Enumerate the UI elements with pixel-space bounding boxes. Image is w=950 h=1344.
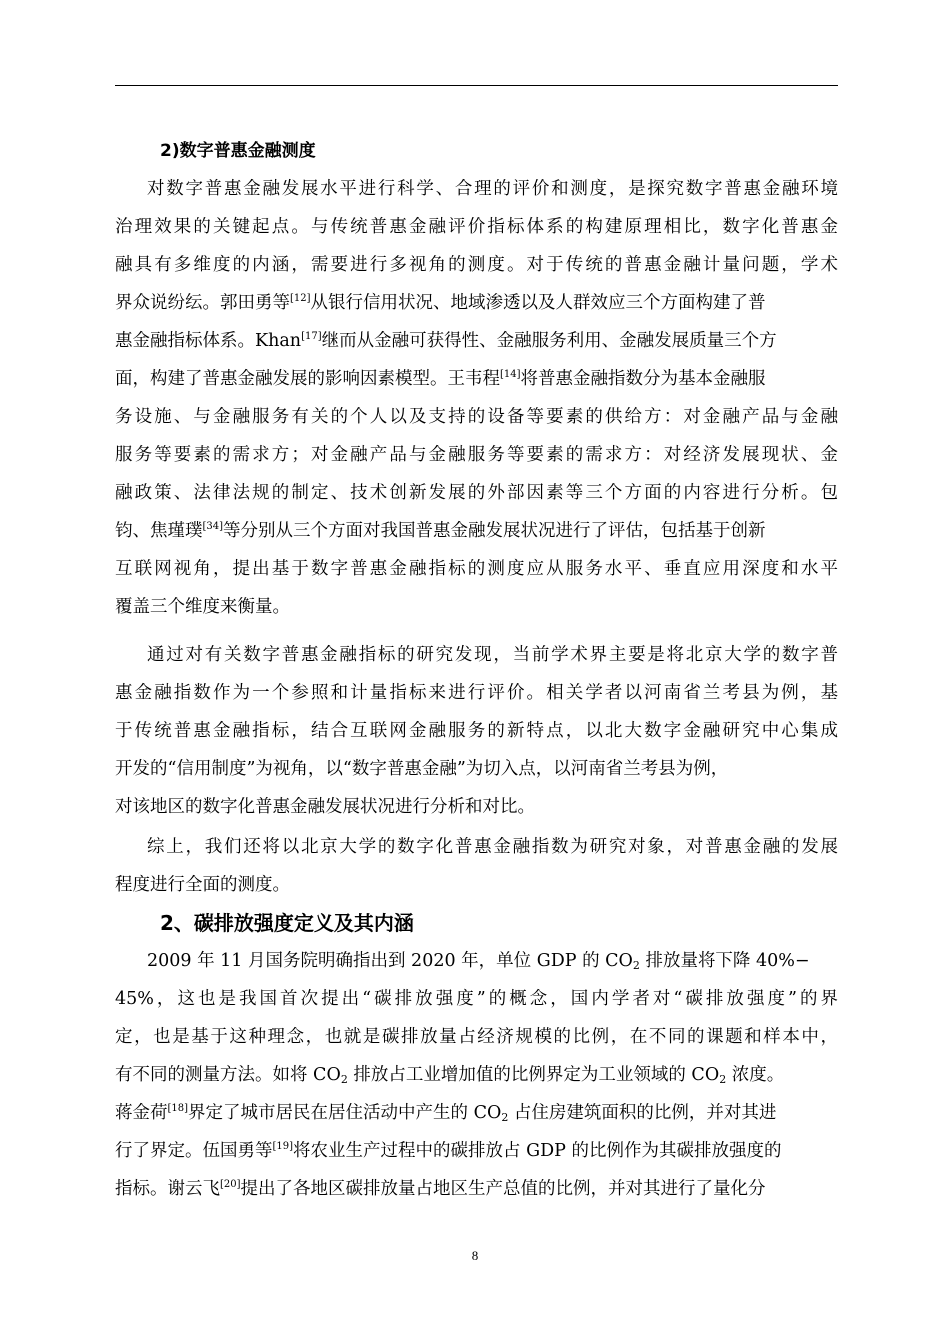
- header-rule: [115, 85, 838, 86]
- para1-line: 钧、焦瑾璞[34]等分别从三个方面对我国普惠金融发展状况进行了评估，包括基于创新: [115, 521, 766, 541]
- para1-line: 面，构建了普惠金融发展的影响因素模型。王韦程[14]将普惠金融指数分为基本金融服: [115, 369, 766, 389]
- para3-line: 程度进行全面的测度。: [115, 875, 290, 895]
- para2-line: 惠金融指数作为一个参照和计量指标来进行评价。相关学者以河南省兰考县为例，基: [115, 683, 838, 703]
- para4-line: 2009 年 11 月国务院明确指出到 2020 年，单位 GDP 的 $CO_2$ 排放量将下降 40%−: [147, 951, 810, 972]
- para4-line: 有不同的测量方法。如将 $CO_2$ 排放占工业增加值的比例界定为工业领域的 $CO_2$ 浓度。: [115, 1065, 785, 1086]
- para4-line: 45%，这也是我国首次提出“碳排放强度”的概念，国内学者对“碳排放强度”的界: [115, 989, 838, 1009]
- para1-line: 惠金融指标体系。Khan[17]继而从金融可获得性、金融服务利用、金融发展质量三个方: [115, 331, 777, 351]
- para1-line: 务设施、与金融服务有关的个人以及支持的设备等要素的供给方：对金融产品与金融: [115, 407, 838, 427]
- para3-line: 综上，我们还将以北京大学的数字化普惠金融指数为研究对象，对普惠金融的发展: [147, 837, 838, 857]
- section-heading: 2)数字普惠金融测度: [160, 141, 316, 161]
- citation: [14]: [500, 369, 521, 380]
- citation: [12]: [290, 293, 311, 304]
- para1-line: 融政策、法律法规的制定、技术创新发展的外部因素等三个方面的内容进行分析。包: [115, 483, 838, 503]
- para1-line: 互联网视角，提出基于数字普惠金融指标的测度应从服务水平、垂直应用深度和水平: [115, 559, 838, 579]
- para1-line: 融具有多维度的内涵，需要进行多视角的测度。对于传统的普惠金融计量问题，学术: [115, 255, 838, 275]
- para4-line: 定，也是基于这种理念，也就是碳排放量占经济规模的比例，在不同的课题和样本中，: [115, 1027, 838, 1047]
- para2-line: 开发的“信用制度”为视角，以“数字普惠金融”为切入点，以河南省兰考县为例，: [115, 759, 729, 779]
- citation: [20]: [220, 1179, 241, 1190]
- subsection-heading: 2、碳排放强度定义及其内涵: [160, 911, 414, 935]
- page-number: 8: [471, 1248, 479, 1263]
- citation: [34]: [202, 521, 224, 532]
- para1-line: 对数字普惠金融发展水平进行科学、合理的评价和测度，是探究数字普惠金融环境: [147, 179, 838, 199]
- para1-line: 覆盖三个维度来衡量。: [115, 597, 290, 617]
- para4-line: 指标。谢云飞[20]提出了各地区碳排放量占地区生产总值的比例，并对其进行了量化分: [115, 1179, 766, 1199]
- para2-line: 于传统普惠金融指标，结合互联网金融服务的新特点，以北大数字金融研究中心集成: [115, 721, 838, 741]
- citation: [19]: [272, 1141, 294, 1152]
- citation: [18]: [167, 1103, 189, 1114]
- para4-line: 蒋金荷[18]界定了城市居民在居住活动中产生的 $CO_2$ 占住房建筑面积的比例，并对其进: [115, 1103, 777, 1124]
- para1-line: 界众说纷纭。郭田勇等[12]从银行信用状况、地域渗透以及人群效应三个方面构建了普: [115, 293, 766, 313]
- para2-line: 对该地区的数字化普惠金融发展状况进行分析和对比。: [115, 797, 535, 817]
- citation: [17]: [301, 331, 322, 342]
- para2-line: 通过对有关数字普惠金融指标的研究发现，当前学术界主要是将北京大学的数字普: [147, 645, 838, 665]
- para4-line: 行了界定。伍国勇等[19]将农业生产过程中的碳排放占 GDP 的比例作为其碳排放强度的: [115, 1141, 782, 1161]
- para1-line: 服务等要素的需求方；对金融产品与金融服务等要素的需求方：对经济发展现状、金: [115, 445, 838, 465]
- para1-line: 治理效果的关键起点。与传统普惠金融评价指标体系的构建原理相比，数字化普惠金: [115, 217, 838, 237]
